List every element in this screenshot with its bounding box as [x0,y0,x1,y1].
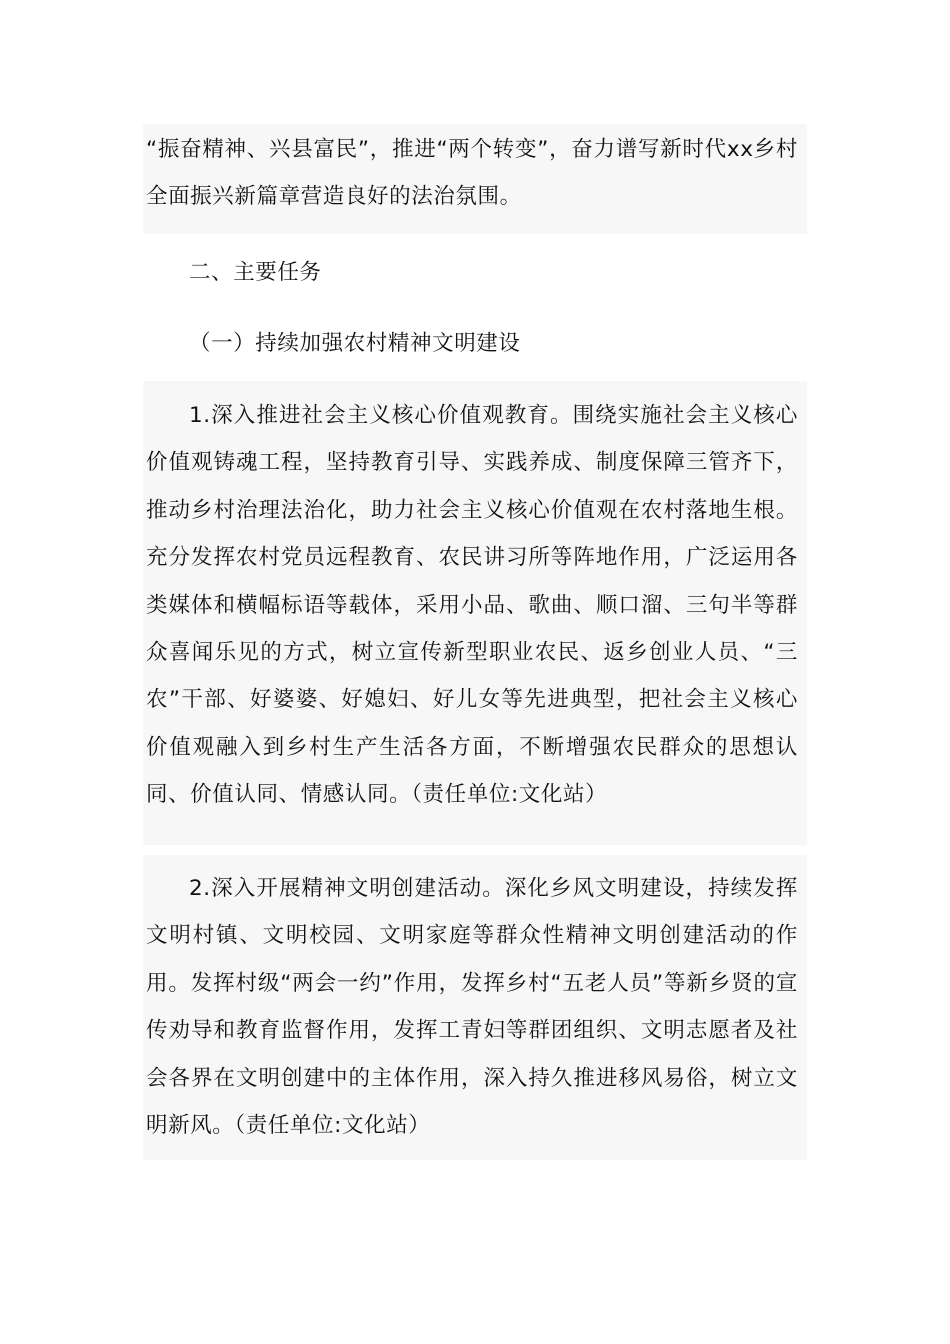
task-item-2: 2.深入开展精神文明创建活动。深化乡风文明建设，持续发挥文明村镇、文明校园、文明家庭等群众性精神文明创建活动的作用。发挥村级“两会一约”作用，发挥乡村“五老人员”等新乡贤的宣传劝导和教育监督作用，发挥工青妇等群团组织、文明志愿者及社会各界在文明创建中的主体作用，深入持久推进移风易俗，树立文明新风。（责任单位:文化站） [146,876,798,1139]
intro-paragraph: “振奋精神、兴县富民”，推进“两个转变”，奋力谱写新时代xx乡村全面振兴新篇章营造良好的法治氛围。 [146,137,798,210]
subsection-heading: （一）持续加强农村精神文明建设 [189,331,521,356]
section-heading: 二、主要任务 [189,260,322,285]
task-item-1: 1.深入推进社会主义核心价值观教育。围绕实施社会主义核心价值观铸魂工程，坚持教育引导、实践养成、制度保障三管齐下，推动乡村治理法治化，助力社会主义核心价值观在农村落地生根。充分发挥农村党员远程教育、农民讲习所等阵地作用，广泛运用各类媒体和横幅标语等载体，采用小品、歌曲、顺口溜、三句半等群众喜闻乐见的方式，树立宣传新型职业农民、返乡创业人员、“三农”干部、好婆婆、好媳妇、好儿女等先进典型，把社会主义核心价值观融入到乡村生产生活各方面，不断增强农民群众的思想认同、价值认同、情感认同。（责任单位:文化站） [146,403,798,808]
